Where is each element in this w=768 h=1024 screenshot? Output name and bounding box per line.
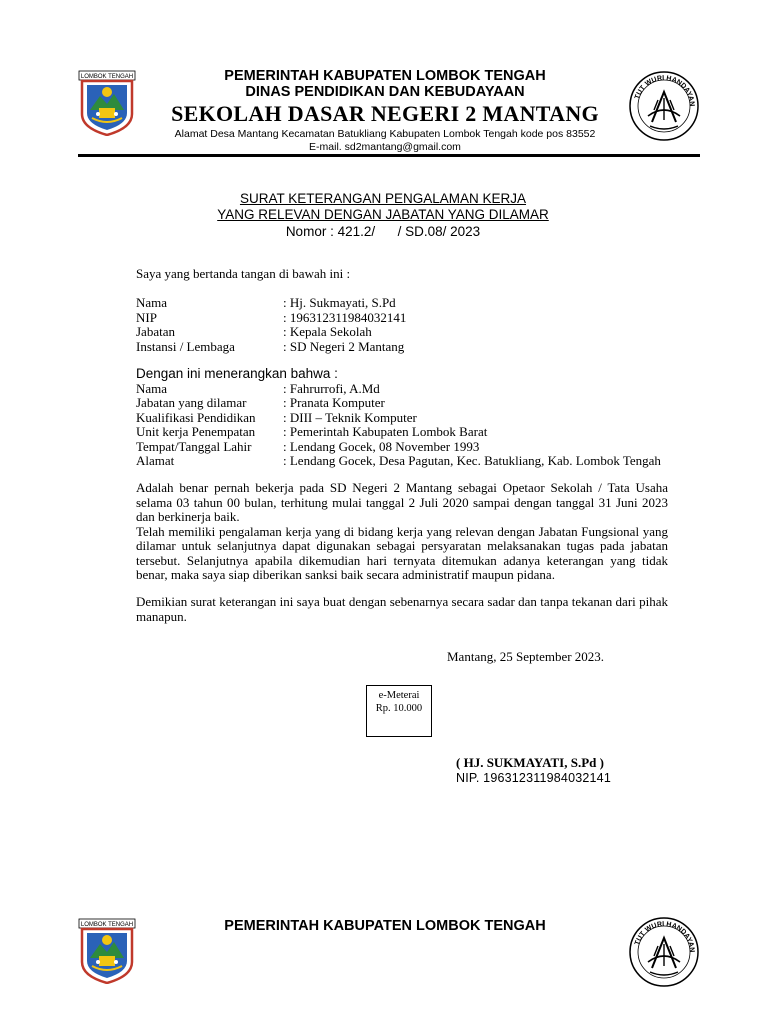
detail-value: : Pranata Komputer xyxy=(283,395,385,411)
detail-row xyxy=(136,311,406,325)
detail-label: Jabatan yang dilamar xyxy=(136,395,247,411)
detail-value: : Pemerintah Kabupaten Lombok Barat xyxy=(283,424,488,440)
detail-label: Nama xyxy=(136,295,168,311)
detail-label: Instansi / Lembaga xyxy=(136,338,235,354)
declare-heading: Dengan ini menerangkan bahwa : xyxy=(136,366,338,382)
detail-row xyxy=(136,340,406,354)
detail-label: Unit kerja Penempatan xyxy=(136,424,256,440)
materai-label: e-Meterai xyxy=(378,690,420,701)
intro-text: Saya yang bertanda tangan di bawah ini : xyxy=(136,266,351,281)
detail-row xyxy=(136,396,661,410)
school-address: Alamat Desa Mantang Kecamatan Batukliang Kabupaten Lombok Tengah kode pos 83552 xyxy=(174,128,596,140)
letter-number: Nomor : 421.2/ / SD.08/ 2023 xyxy=(285,224,481,239)
materai-value: Rp. 10.000 xyxy=(375,703,423,714)
detail-label: NIP xyxy=(136,309,157,325)
letter-body xyxy=(136,267,668,624)
detail-row xyxy=(136,296,406,310)
paragraph-experience: Telah memiliki pengalaman kerja yang di bidang kerja yang relevan dengan Jabatan Fungsional yang dilamar untuk selanjutnya dapat digunakan sebagai persyaratan melaksanakan tugas pada jabatan tersebut. Selanjutnya apabila dikemudian hari ternyata ditemukan adanya keterangan yang tidak benar, maka saya siap diberikan sanksi baik secara administratif maupun pidana. xyxy=(136,523,668,582)
logo-left-text-footer: LOMBOK TENGAH xyxy=(80,922,134,928)
detail-value: : Hj. Sukmayati, S.Pd xyxy=(283,295,396,311)
title-line-2: YANG RELEVAN DENGAN JABATAN YANG DILAMAR xyxy=(217,207,549,222)
detail-row xyxy=(136,325,406,339)
detail-label: Tempat/Tanggal Lahir xyxy=(136,438,252,454)
e-materai-box xyxy=(366,685,432,737)
detail-value: : Fahrurrofi, A.Md xyxy=(283,381,380,397)
detail-row xyxy=(136,440,661,454)
logo-right-text: TUT WURI HANDAYAN xyxy=(633,74,696,107)
detail-value: : 196312311984032141 xyxy=(283,309,407,325)
paragraph-employment: Adalah benar pernah bekerja pada SD Negeri 2 Mantang sebagai Opetaor Sekolah / Tata Usaha selama 03 tahun 00 bulan, terhitung mulai tanggal 2 Juli 2020 sampai dengan tanggal 31 Juni 2023 dan berkinerja baik. xyxy=(136,480,668,525)
detail-row xyxy=(136,411,661,425)
department-name: DINAS PENDIDIKAN DAN KEBUDAYAAN xyxy=(245,84,525,100)
detail-label: Jabatan xyxy=(136,324,175,340)
detail-row xyxy=(136,425,661,439)
regency-logo xyxy=(78,70,136,136)
detail-value: : SD Negeri 2 Mantang xyxy=(283,338,405,354)
signer-nip: NIP. 196312311984032141 xyxy=(456,771,611,785)
footer-government-name: PEMERINTAH KABUPATEN LOMBOK TENGAH xyxy=(224,918,546,934)
school-name: SEKOLAH DASAR NEGERI 2 MANTANG xyxy=(171,101,599,126)
detail-label: Kualifikasi Pendidikan xyxy=(136,409,256,425)
detail-row xyxy=(136,382,661,396)
detail-label: Nama xyxy=(136,381,168,397)
detail-value: : Lendang Gocek, 08 November 1993 xyxy=(283,438,480,454)
title-line-1: SURAT KETERANGAN PENGALAMAN KERJA xyxy=(239,191,527,206)
tut-wuri-handayani-logo xyxy=(628,70,700,142)
detail-value: : Lendang Gocek, Desa Pagutan, Kec. Batukliang, Kab. Lombok Tengah xyxy=(283,453,661,469)
signer-name: ( HJ. SUKMAYATI, S.Pd ) xyxy=(456,755,604,770)
subject-details xyxy=(136,382,661,468)
logo-right-text-footer: TUT WURI HANDAYAN xyxy=(633,920,696,953)
detail-row xyxy=(136,454,661,468)
letterhead-divider xyxy=(78,154,700,157)
letterhead xyxy=(140,68,630,154)
paragraph-closing: Demikian surat keterangan ini saya buat dengan sebenarnya secara sadar dan tanpa tekanan dari pihak manapun. xyxy=(136,594,668,624)
detail-label: Alamat xyxy=(136,453,175,469)
school-email: E-mail. sd2mantang@gmail.com xyxy=(309,141,461,153)
detail-value: : DIII – Teknik Komputer xyxy=(283,409,417,425)
signatory-details xyxy=(136,296,406,354)
place-date: Mantang, 25 September 2023. xyxy=(447,649,605,664)
detail-value: : Kepala Sekolah xyxy=(283,324,372,340)
government-name: PEMERINTAH KABUPATEN LOMBOK TENGAH xyxy=(224,68,546,84)
logo-left-text: LOMBOK TENGAH xyxy=(80,74,134,80)
tut-wuri-handayani-logo-footer xyxy=(628,916,700,988)
regency-logo-footer xyxy=(78,918,136,984)
letter-title xyxy=(100,191,666,241)
